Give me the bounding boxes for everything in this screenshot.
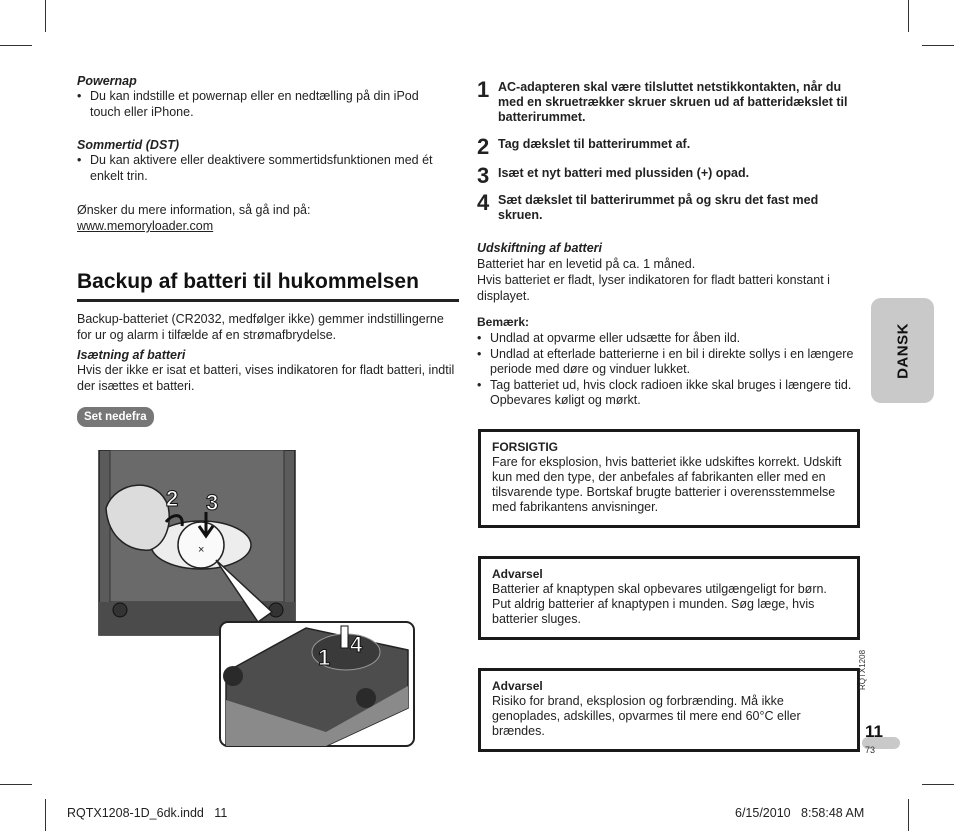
step-text: AC-adapteren skal være tilsluttet netstikkontakten, når du med en skruetrækker skruer skruen ud af batteridækslet til batterirummet.	[498, 80, 848, 124]
step-4	[477, 190, 857, 223]
crop-mark	[908, 0, 909, 32]
step-text: Tag dækslet til batterirummet af.	[498, 137, 691, 151]
replace-heading: Udskiftning af batteri	[477, 241, 603, 255]
step-1	[477, 77, 857, 125]
doc-code: RQTX1208	[858, 649, 867, 690]
dst-heading: Sommertid (DST)	[77, 138, 180, 152]
section-rule	[77, 299, 459, 302]
caution-title: FORSIGTIG	[492, 440, 558, 454]
minus-mark: ×	[198, 544, 205, 556]
diagram-label-4: 4	[350, 632, 363, 657]
crop-mark	[45, 0, 46, 32]
intro-text: Backup-batteriet (CR2032, medfølger ikke) gemmer indstillingerne for ur og alarm i tilfælde af en strømafbrydelse.	[77, 312, 444, 342]
zoom-foot	[356, 688, 376, 708]
list-item: • Du kan indstille et powernap eller en nedtælling på din iPod touch eller iPhone.	[77, 89, 449, 120]
replace-line-2: Hvis batteriet er fladt, lyser indikatoren for fladt batteri konstant i displayet.	[477, 273, 830, 303]
more-info-text: Ønsker du mere information, så gå ind på:	[77, 203, 311, 217]
diagram-label-2: 2	[166, 486, 179, 511]
insert-heading: Isætning af batteri	[77, 348, 186, 362]
page-number: 11	[865, 722, 883, 741]
caution-box	[478, 429, 860, 528]
note-bullets	[477, 331, 862, 409]
warning-box	[478, 556, 860, 640]
step-number: 1	[477, 77, 490, 102]
powernap-heading: Powernap	[77, 74, 137, 88]
memoryloader-link[interactable]: www.memoryloader.com	[77, 219, 214, 233]
crop-mark	[0, 784, 32, 785]
list-item: • Du kan aktivere eller deaktivere sommertidsfunktionen med ét enkelt trin.	[77, 153, 449, 184]
crop-mark	[922, 784, 954, 785]
step-number: 2	[477, 134, 490, 159]
replace-line-1: Batteriet har en levetid på ca. 1 måned.	[477, 257, 696, 271]
view-badge: Set nedefra	[77, 407, 154, 427]
crop-mark	[922, 45, 954, 46]
step-number: 4	[477, 190, 490, 215]
diagram-label-3: 3	[206, 490, 219, 515]
page-sub-number: 73	[865, 745, 876, 755]
language-tab	[871, 298, 934, 403]
diagram-label-1: 1	[318, 645, 331, 670]
dst-section	[77, 138, 449, 184]
language-tab-label: DANSK	[894, 322, 911, 379]
battery-diagram	[96, 450, 418, 750]
step-2	[477, 134, 857, 159]
note-heading: Bemærk:	[477, 315, 530, 329]
step-number: 3	[477, 163, 490, 188]
caution-text: Fare for eksplosion, hvis batteriet ikke udskiftes korrekt. Udskift kun med den type, der anbefales af fabrikanten eller med en tilsvarende type. Bortskaf brugte batterier i overensstemmelse med fabrikantens anvisninger.	[492, 455, 842, 514]
steps-list	[477, 77, 862, 230]
list-item: • Undlad at opvarme eller udsætte for åben ild.	[477, 331, 862, 347]
powernap-bullets	[77, 89, 449, 120]
screw-icon	[341, 626, 348, 648]
warning-box	[478, 668, 860, 752]
crop-mark	[45, 799, 46, 831]
footer-right: 6/15/2010 8:58:48 AM	[735, 806, 865, 820]
crop-mark	[908, 799, 909, 831]
step-text: Isæt et nyt batteri med plussiden (+) opad.	[498, 166, 750, 180]
warning-text: Batterier af knaptypen skal opbevares utilgængeligt for børn. Put aldrig batterier af knaptypen i munden. Søg læge, hvis batterier sluges.	[492, 582, 827, 626]
step-3	[477, 163, 857, 188]
dst-bullets	[77, 153, 449, 184]
list-item: • Undlad at efterlade batterierne i en bil i direkte sollys i en længere periode med døre og vinduer lukket.	[477, 347, 862, 378]
footer-left: RQTX1208-1D_6dk.indd 11	[67, 806, 228, 820]
powernap-section	[77, 74, 449, 120]
insert-text: Hvis der ikke er isat et batteri, vises indikatoren for fladt batteri, indtil der isættes et batteri.	[77, 363, 455, 393]
device-foot	[269, 603, 283, 617]
zoom-foot	[223, 666, 243, 686]
warning-title: Advarsel	[492, 567, 543, 581]
warning-title: Advarsel	[492, 679, 543, 693]
section-title: Backup af batteri til hukommelsen	[77, 270, 419, 293]
crop-mark	[0, 45, 32, 46]
device-foot	[113, 603, 127, 617]
step-text: Sæt dækslet til batterirummet på og skru det fast med skruen.	[498, 193, 819, 222]
warning-text: Risiko for brand, eksplosion og forbrænding. Må ikke genoplades, adskilles, opvarmes til mere end 60°C eller brændes.	[492, 694, 801, 738]
list-item: • Tag batteriet ud, hvis clock radioen ikke skal bruges i længere tid. Opbevares køligt og mørkt.	[477, 378, 862, 409]
